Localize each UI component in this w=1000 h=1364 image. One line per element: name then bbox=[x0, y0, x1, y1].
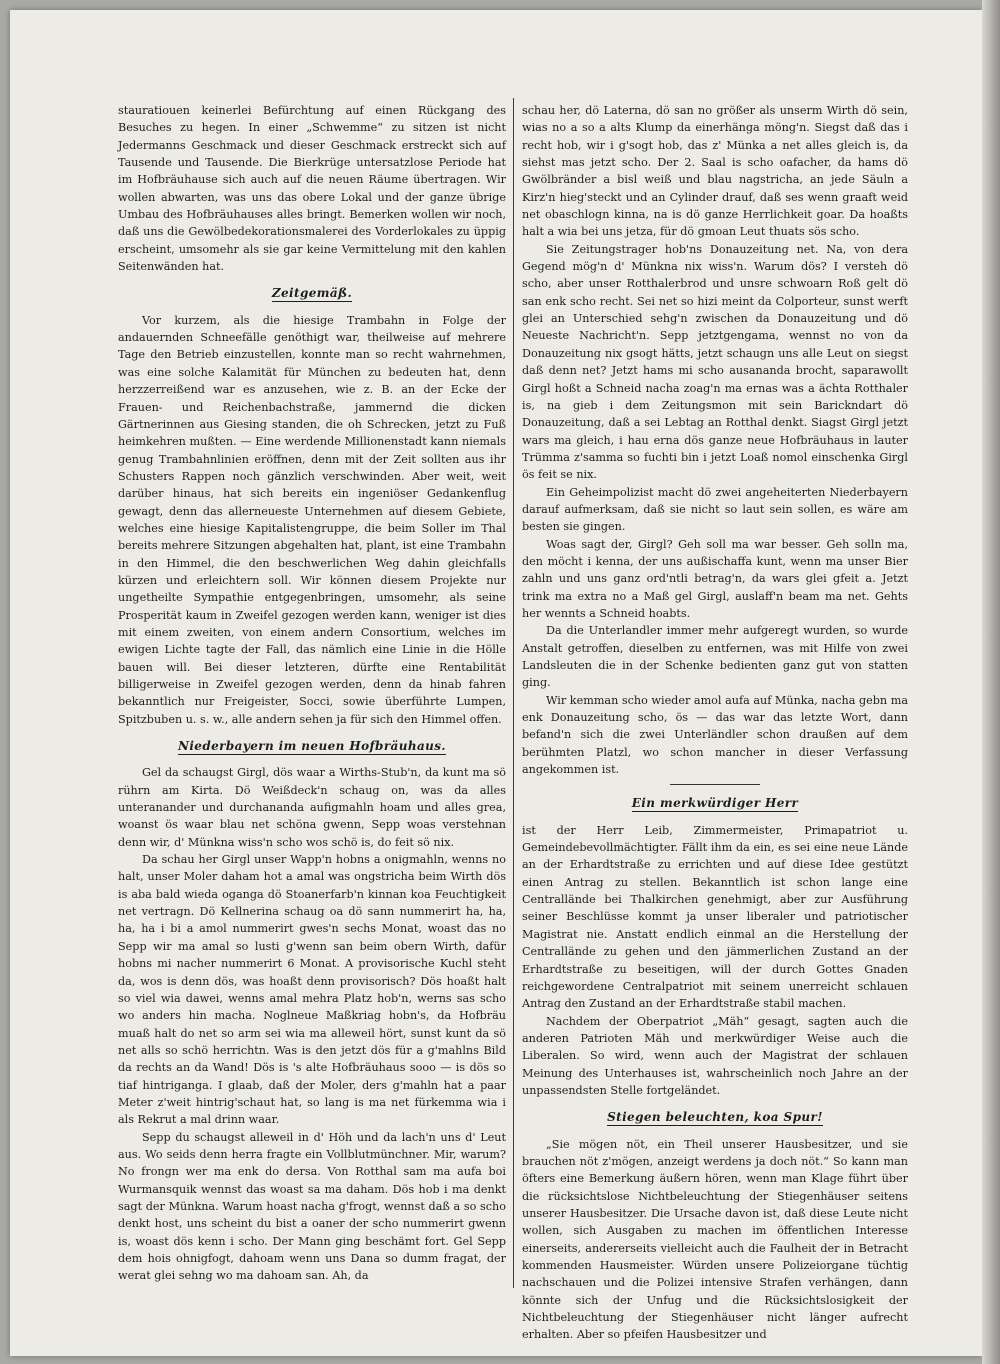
niederbayern-paragraph-6: Ein Geheimpolizist macht dö zwei angeheiterten Niederbayern darauf aufmerksam, daß sie nicht so laut sein sollen, es wäre am besten sie gingen. bbox=[522, 485, 908, 534]
niederbayern-paragraph-8: Da die Unterlandler immer mehr aufgeregt wurden, so wurde Anstalt getroffen, dieselben zu entfernen, was mit Hilfe von zwei Landsleuten die in der Schenke bedienten ganz gut von statten ging. bbox=[522, 624, 908, 690]
merkwuerdiger-herr-paragraph-2: Nachdem der Oberpatriot „Mäh“ gesagt, sagten auch die anderen Patrioten Mäh und merkwürdiger Weise auch die Liberalen. So wird, wenn auch der Magistrat der schlauen Meinung des Unterhauses ist, wahrscheinlich noch Jahre an der unpassendsten Stelle fortgeländet. bbox=[522, 1014, 908, 1097]
niederbayern-paragraph-2: Da schau her Girgl unser Wapp'n hobns a onigmahln, wenns no halt, unser Moler daham hot a amal was ongstricha beim Wirth dös is aba bald wieda oganga dö Stoanerfarb'n kinnan koa Feuchtigkeit net vertragn. Dö Kellnerina schaug oa dö sann nummerirt ha, ha, ha, ha i bi a amol nummerirt gwes'n sechs Monat, woast das no Sepp wir ma amal so lusti g'wenn san beim obern Wirth, dafür hobns mi nacher nummerirt 6 Monat. A provisorische Kuchl steht da, wos is denn dös, was hoaßt denn provisorisch? Dös hoaßt halt so viel wia dawei, wenns amal mehra Platz hob'n, werns sas scho wo anders hin macha. Noglneue Maßkriag hobn's, da Hofbräu muaß halt do net so arm sei wia ma alleweil hört, sunst kunt da sö net alls so schö herrichtn. Was is den jetzt dös für a g'mahlns Bild da rechts an da Wand! Dös is 's alte Hofbräuhaus sooo — is dös so tiaf hintriganga. I glaab, daß der Moler, ders g'mahln hat a paar Meter z'weit hintrig'schaut hat, so lang is ma net fürkemma wia i als Rekrut a mal drinn waar. bbox=[118, 853, 506, 1127]
heading-stiegen-beleuchten: Stiegen beleuchten, koa Spur! bbox=[607, 1110, 823, 1125]
stiegen-beleuchten-paragraph: „Sie mögen nöt, ein Theil unserer Hausbesitzer, und sie brauchen nöt z'mögen, anzeigt werdens ja doch nöt.“ So kann man öfters eine Bemerkung äußern hören, wenn man Klage führt über die rücksichtslose Nichtbeleuchtung der Stiegenhäuser seitens unserer Hausbesitzer. Die Ursache davon ist, daß diese Leute nicht wollen, sich Ausgaben zu machen im öffentlichen Interesse einerseits, andererseits vielleicht auch die Faulheit der in Betracht kommenden Hausmeister. Würden unsere Polizeiorgane tüchtig nachschauen und die Polizei intensive Strafen verhängen, dann könnte sich der Unfug und die Rücksichtslosigkeit der Nichtbeleuchtung der Stiegenhäuser nicht länger aufrecht erhalten. Aber so pfeifen Hausbesitzer und bbox=[522, 1137, 908, 1342]
article-continuation-hofbraeuhaus: stauratiouen keinerlei Befürchtung auf einen Rückgang des Besuches zu hegen. In einer „Schwemme“ zu sitzen ist nicht Jedermanns Geschmack und dieser Geschmack erstreckt sich auf Tausende und Tausende. Die Bierkrüge untersatzlose Periode hat im Hofbräuhause sich auch auf die neuen Räume übertragen. Wir wollen abwarten, was uns das obere Lokal und der ganze übrige Umbau des Hofbräuhauses alles bringt. Bemerken wollen wir noch, daß uns die Gewölbedekorationsmalerei des Vorderlokales zu üppig erscheint, umsomehr als sie gar keine Vermittelung mit den kahlen Seitenwänden hat. bbox=[118, 104, 506, 274]
section-divider bbox=[670, 784, 760, 785]
left-column bbox=[118, 102, 506, 1285]
niederbayern-paragraph-5: Sie Zeitungstrager hob'ns Donauzeitung net. Na, von dera Gegend mög'n d' Münkna nix wiss'n. Warum dös? I versteh dö scho, aber unser Rotthalerbrod und unsre schwoarn Roß gelt dö san enk scho recht. Sei net so hizi meint da Colporteur, sunst werft glei an Unterschied sehg'n zwischen da Donauzeitung und dö Neueste Nachricht'n. Sepp jetztgengama, wennst no von da Donauzeitung nix gsogt hätts, jetzt schaugn uns alle Leut on siegst daß denn net? Jetzt hams mi scho ausananda brocht, saparawollt Girgl hoßt a Schneid nacha zoag'n ma ernas was a ächta Rotthaler is, na gieb i dem Zeitungsmon mit sein Barickndart dö Donauzeitung, daß a sei Lebtag an Rotthal denkt. Siagst Girgl jetzt wars ma gleich, i hau erna dös ganze neue Hofbräuhaus in lauter Trümma z'samma so fuchti bin i jetzt Loaß nomol einschenka Girgl ös feit se nix. bbox=[522, 242, 908, 482]
niederbayern-paragraph-1: Gel da schaugst Girgl, dös waar a Wirths-Stub'n, da kunt ma sö rührn am Kirta. Dö Weißdeck'n schaug on, was da alles unteranander und durchananda aufigmahln hoam und alles grea, woanst ös waar blau net schöna gwenn, Sepp woas verstehnan denn wir, d' Münkna wiss'n scho wos schö is, do feit sö nix. bbox=[118, 766, 506, 849]
niederbayern-paragraph-9: Wir kemman scho wieder amol aufa auf Münka, nacha gebn ma enk Donauzeitung scho, ös — das war das letzte Wort, dann befand'n sich die zwei Unterländler schon draußen auf dem berühmten Platzl, wo schon mancher in dieser Verfassung angekommen ist. bbox=[522, 693, 908, 777]
article-zeitgemaess: Vor kurzem, als die hiesige Trambahn in Folge der andauernden Schneefälle genöthigt war, theilweise auf mehrere Tage den Betrieb einzustellen, konnte man so recht wahrnehmen, was eine solche Kalamität für München zu bedeuten hat, denn herzzerreißend war es anzusehen, wie z. B. an der Ecke der Frauen- und Reichenbachstraße, jammernd die dicken Gärtnerinnen aus Giesing standen, die oh Schrecken, jetzt zu Fuß heimkehren mußten. — Eine werdende Millionenstadt kann niemals genug Trambahnlinien eröffnen, denn mit der Zeit sollten aus ihr Schusters Rappen noch gänzlich verschwinden. Aber weit, weit darüber hinaus, hat sich bereits ein ingeniöser Gedankenflug gewagt, denn das allerneueste Unternehmen auf diesem Gebiete, welches eine hiesige Kapitalistengruppe, die beim Soller im Thal bereits mehrere Sitzungen abgehalten hat, plant, ist eine Trambahn in den Himmel, die den beschwerlichen Weg dahin gleichfalls kürzen und erleichtern soll. Wir können diesem Projekte nur ungetheilte Sympathie entgegenbringen, umsomehr, als seine Prosperität kaum in Zweifel gezogen werden kann, weniger ist dies mit einem zweiten, von einem andern Consortium, welches im ewigen Lichte tagte der Fall, das nämlich eine Linie in die Hölle bauen will. Bei dieser letzteren, dürfte eine Rentabilität billigerweise in Zweifel gezogen werden, denn da hinab fahren bekanntlich nur Freigeister, Socci, sowie überführte Lumpen, Spitzbuben u. s. w., alle andern sehen ja für sich den Himmel offen. bbox=[118, 313, 506, 726]
heading-zeitgemaess: Zeitgemäß. bbox=[271, 286, 353, 301]
heading-merkwuerdiger-herr: Ein merkwürdiger Herr bbox=[631, 796, 799, 811]
right-column bbox=[522, 102, 908, 1344]
niederbayern-paragraph-3: Sepp du schaugst alleweil in d' Höh und da lach'n uns d' Leut aus. Wo seids denn herra fragte ein Vollblutmünchner. Mir, warum? No frongn wer ma enk do dersa. Von Rotthal sam ma aufa boi Wurmansquik wennst das woast sa ma daham. Dös hob i ma denkt sagt der Münkna. Warum hoast nacha g'frogt, wennst daß a so scho denkt host, uns scheint du bist a oaner der scho nummerirt gwenn is, woast dös kenn i scho. Der Mann ging beschämt fort. Gel Sepp dem hois ohnigfogt, dahoam wenn uns Dana so dumm fragat, der werat glei sehng wo ma dahoam san. Ah, da bbox=[118, 1130, 506, 1283]
column-rule bbox=[513, 98, 514, 1288]
niederbayern-paragraph-7: Woas sagt der, Girgl? Geh soll ma war besser. Geh solln ma, den möcht i kenna, der uns außischaffa kunt, wenn ma unser Bier zahln und uns ganz ord'ntli betrag'n, da wars glei gfeit a. Jetzt trink ma extra no a Maß gel Girgl, auslaff'n beam ma net. Gehts her wennts a Schneid hoabts. bbox=[522, 537, 908, 620]
niederbayern-paragraph-4: schau her, dö Laterna, dö san no größer als unserm Wirth dö sein, wias no a so a alts Klump da einerhänga möng'n. Siegst daß das i recht hob, wir i g'sogt hob, das z' Münka a net alles gleich is, da siehst mas jetzt scho. Der 2. Saal is scho oafacher, da hams dö Gwölbränder a bisl weiß und blau nagstricha, an jede Säuln a Kirz'n hieg'steckt und an Cylinder drauf, daß ses wenn graaft weid net obaschlogn kinna, na is dö ganze Herrlichkeit goar. Da hoaßts halt a wia bei uns jetza, für dö gmoan Leut thuats sös scho. bbox=[522, 104, 908, 239]
page-edge-shadow bbox=[982, 0, 1000, 1364]
merkwuerdiger-herr-paragraph-1: ist der Herr Leib, Zimmermeister, Primapatriot u. Gemeindebevollmächtigter. Fällt ihm da ein, es sei eine neue Lände an der Erhardtstraße zu errichten und auf diese Idee gestützt einen Antrag zu stellen. Bekanntlich ist schon lange eine Centrallände bei Thalkirchen genehmigt, aber zur Ausführung seiner Beschlüsse kommt ja unser liberaler und patriotischer Magistrat nie. Anstatt endlich einmal an die Herstellung der Centrallände zu gehen und den jämmerlichen Zustand an der Erhardtstraße zu beseitigen, will der durch Gottes Gnaden reichgewordene Centralpatriot mit seinem unerreicht schlauen Antrag den Zustand an der Erhardtstraße stabil machen. bbox=[522, 823, 908, 1011]
newspaper-page bbox=[10, 10, 982, 1356]
heading-niederbayern: Niederbayern im neuen Hofbräuhaus. bbox=[177, 739, 447, 754]
